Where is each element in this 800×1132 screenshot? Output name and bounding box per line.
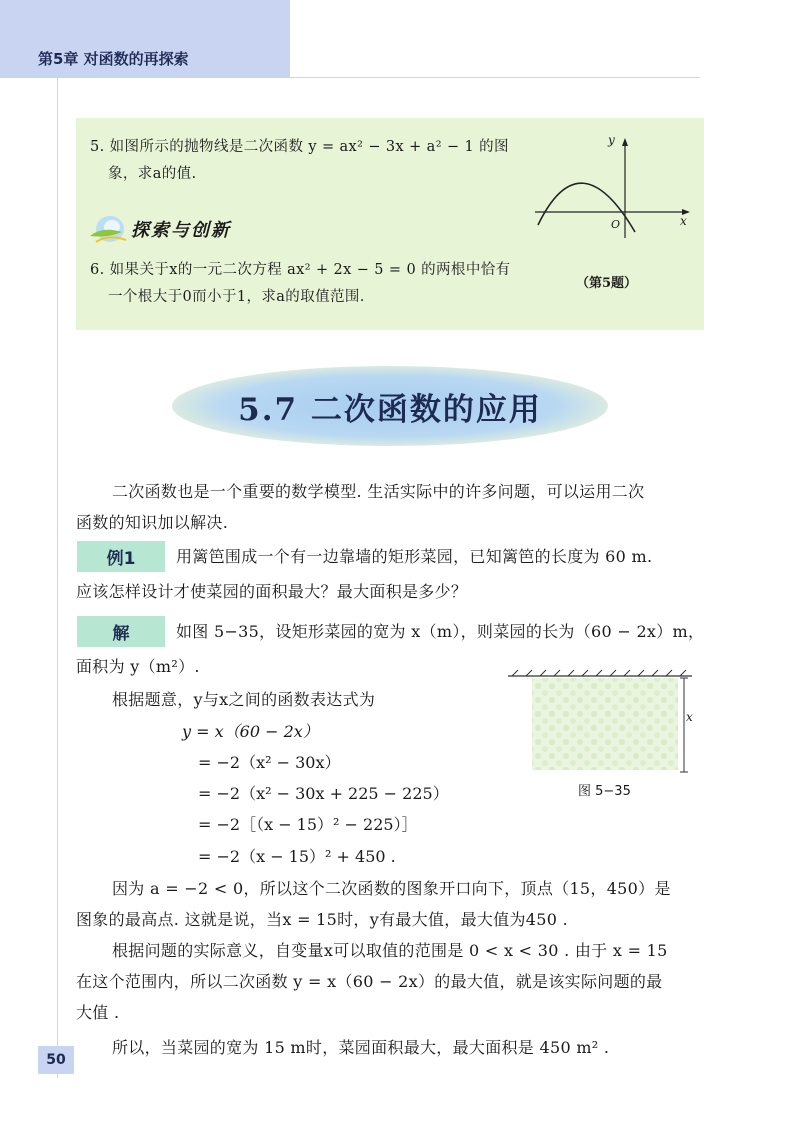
margin-line [57,78,58,1078]
garden-rect [532,678,678,770]
para2-line2: 在这个范围内，所以二次函数 y = x（60 − 2x）的最大值，就是该实际问题的最 [76,972,663,991]
equation-line3: = −2（x² − 30x + 225 − 225） [198,784,449,803]
section-title: 5.7 二次函数的应用 [238,391,542,428]
solution-line2: 面积为 y（m²）. [76,657,200,676]
para2-line1: 根据问题的实际意义，自变量x可以取值的范围是 0 < x < 30 . 由于 x = 15 [112,941,668,960]
parabola-curve [538,183,635,232]
chapter-title: 第5章 对函数的再探索 [38,50,189,68]
function-intro: 根据题意，y与x之间的函数表达式为 [112,690,376,709]
intro-line2: 函数的知识加以解决. [76,513,229,532]
para1-line2: 图象的最高点. 这就是说，当x = 15时，y有最大值，最大值为450 . [76,910,568,929]
conclusion: 所以，当菜园的宽为 15 m时，菜园面积最大，最大面积是 450 m² . [112,1038,610,1057]
solution-tag: 解 [77,616,165,647]
section-title-banner [170,364,610,448]
equation-line5: = −2（x − 15）² + 450 . [198,847,396,866]
exercise-5-line2: 象，求a的值. [108,166,197,182]
exercise-6-line1: 6. 如果关于x的一元二次方程 ax² + 2x − 5 = 0 的两根中恰有 [90,262,511,278]
page-number: 50 [38,1046,74,1074]
y-axis-label: y [608,133,615,147]
wall-hatching [512,670,686,676]
example-tag: 例1 [77,541,165,572]
explore-icon [88,212,128,246]
solution-line1: 如图 5−35，设矩形菜园的宽为 x（m），则菜园的长为（60 − 2x）m， [176,622,705,641]
exercise-6-line2: 一个根大于0而小于1，求a的取值范围. [108,289,365,305]
equation-line2: = −2（x² − 30x） [198,753,341,772]
y-axis-arrow [622,138,628,146]
para1-line1: 因为 a = −2 < 0，所以这个二次函数的图象开口向下，顶点（15，450）是 [112,879,671,898]
intro-line1: 二次函数也是一个重要的数学模型. 生活实际中的许多问题，可以运用二次 [112,482,645,501]
equation-line1: y = x（60 − 2x） [182,722,319,741]
exercise-5-line1: 5. 如图所示的抛物线是二次函数 y = ax² − 3x + a² − 1 的图 [90,139,509,155]
explore-title: 探索与创新 [131,220,231,241]
x-axis-label: x [680,214,687,228]
figure-5-35 [506,668,702,776]
para2-line3: 大值 . [76,1003,120,1022]
figure-caption-q5: （第5题） [576,276,638,291]
equation-line4: = −2［（x − 15）² − 225）］ [198,815,418,834]
origin-label: O [611,218,621,231]
figure-side-label: x [686,710,693,724]
figure-5-35-caption: 图 5−35 [578,784,631,799]
header-divider [290,77,700,78]
example-line1: 用篱笆围成一个有一边靠墙的矩形菜园，已知篱笆的长度为 60 m. [176,547,653,566]
example-line2: 应该怎样设计才使菜园的面积最大？最大面积是多少？ [76,582,468,601]
